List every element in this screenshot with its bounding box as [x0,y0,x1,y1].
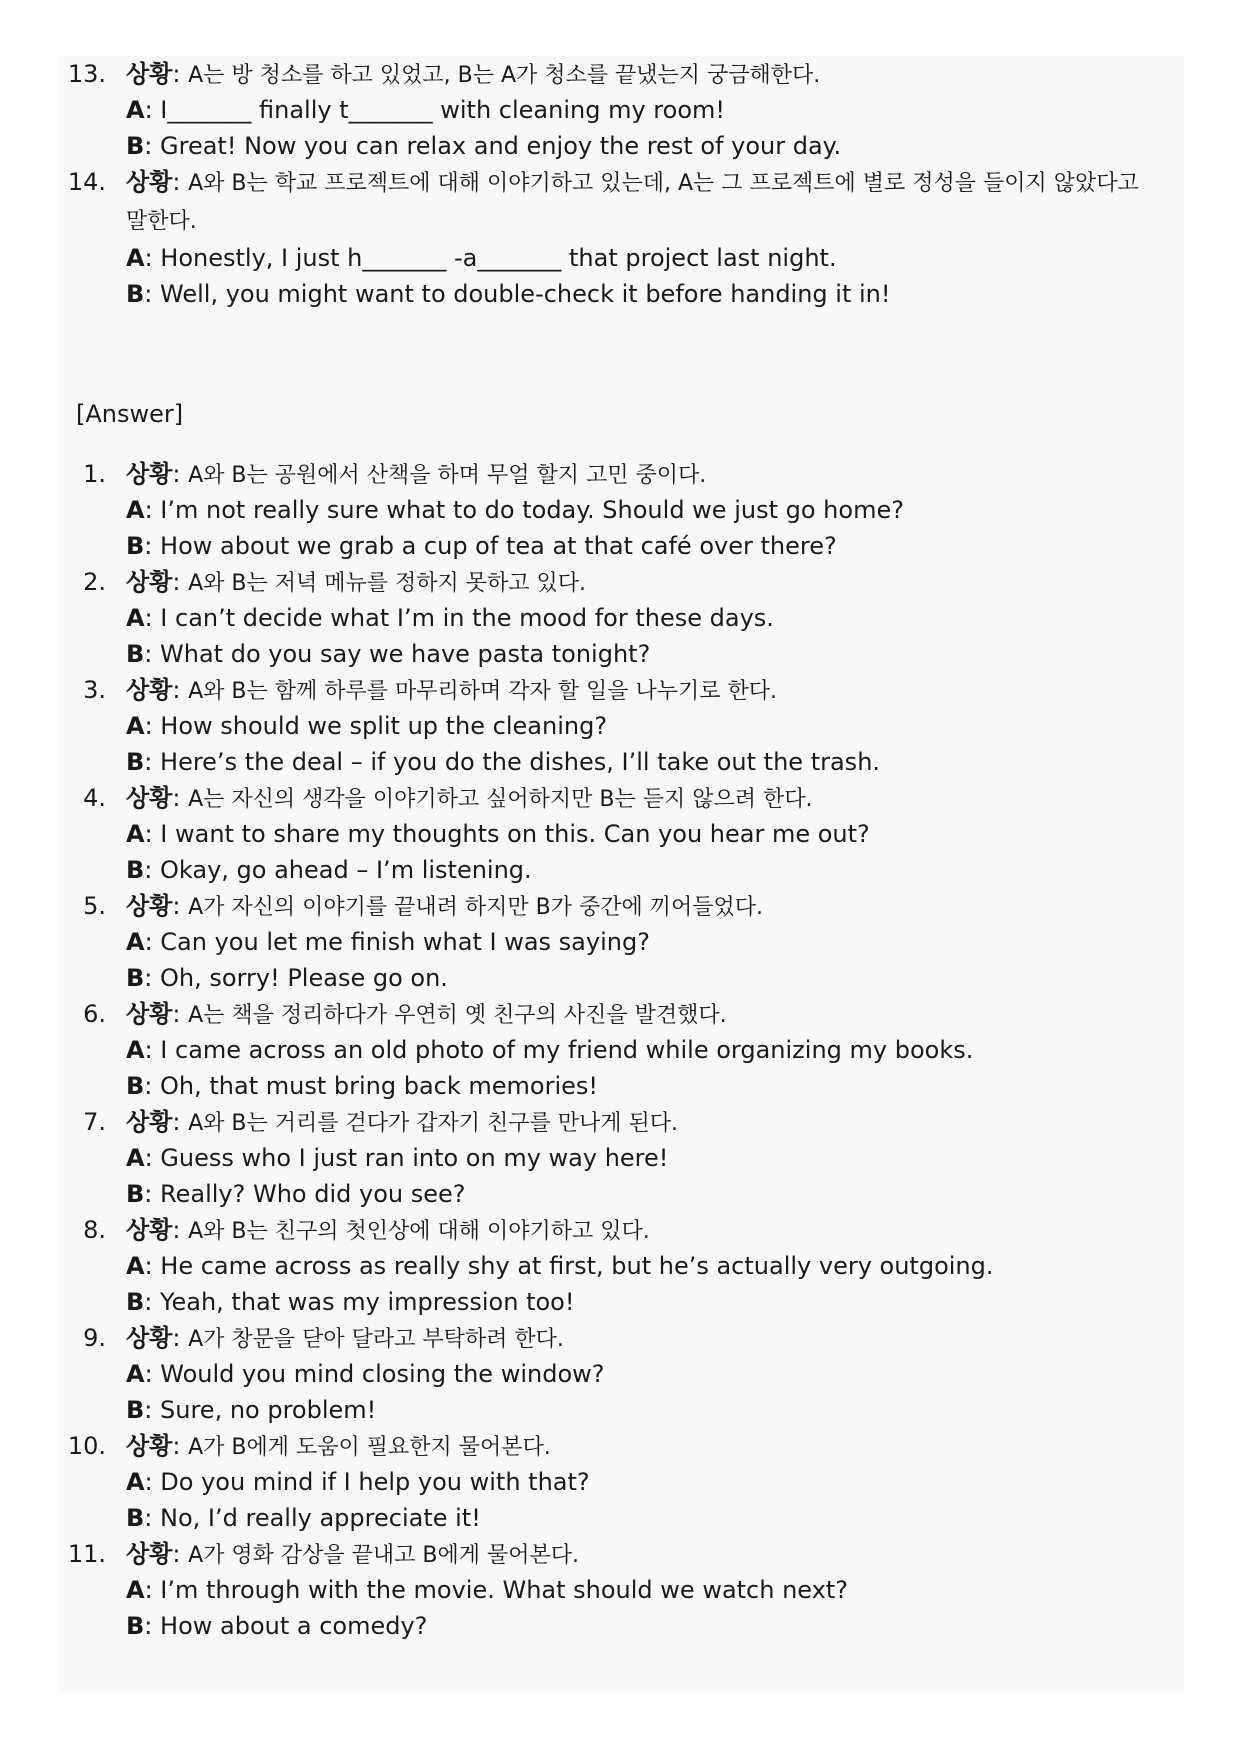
speaker-label: B [126,1288,145,1316]
situation-label: 상황 [126,784,173,812]
dialogue-line-a: A: Honestly, I just h_______ -a_______ that project last night. [126,244,837,272]
situation-text: A는 책을 정리하다가 우연히 옛 친구의 사진을 발견했다. [188,1003,727,1028]
dialogue-line-b: B: What do you say we have pasta tonight? [126,640,651,668]
dialogue-line-b: B: Really? Who did you see? [126,1180,466,1208]
situation-text: A와 B는 함께 하루를 마무리하며 각자 할 일을 나누기로 한다. [188,679,777,704]
dialogue-line-b: B: Well, you might want to double-check it before handing it in! [126,280,891,308]
dialogue-text: Really? Who did you see? [160,1180,466,1208]
speaker-label: A [126,1468,145,1496]
speaker-label: B [126,640,145,668]
dialogue-text: Well, you might want to double-check it before handing it in! [160,280,891,308]
dialogue-text: Okay, go ahead – I’m listening. [160,856,532,884]
dialogue-text: I’m not really sure what to do today. Should we just go home? [160,496,904,524]
item-number: 10. [67,1432,106,1460]
answer-item-8 [58,1212,1184,1320]
dialogue-text: Oh, that must bring back memories! [160,1072,599,1100]
dialogue-text: Guess who I just ran into on my way here! [160,1144,669,1172]
situation-line: 14. 상황: A와 B는 학교 프로젝트에 대해 이야기하고 있는데, A는 그 프로젝트에 별로 정성을 들이지 않았다고 말한다. [58,164,1184,240]
dialogue-line-a: A: Would you mind closing the window? [126,1360,605,1388]
situation-line: 10. 상황: A가 B에게 도움이 필요한지 물어본다. [58,1428,1184,1464]
dialogue-text: Oh, sorry! Please go on. [160,964,448,992]
dialogue-line-a: A: I’m not really sure what to do today. Should we just go home? [126,496,904,524]
exercise-item-13 [58,56,1184,164]
dialogue-text: I can’t decide what I’m in the mood for these days. [160,604,774,632]
dialogue-text: Great! Now you can relax and enjoy the rest of your day. [160,132,842,160]
answer-item-9 [58,1320,1184,1428]
answer-item-6 [58,996,1184,1104]
dialogue-line-b: B: How about a comedy? [126,1612,428,1640]
dialogue-line-a: A: I came across an old photo of my friend while organizing my books. [126,1036,974,1064]
answer-item-5 [58,888,1184,996]
dialogue-line-b: B: Sure, no problem! [126,1396,377,1424]
speaker-label: A [126,928,145,956]
item-number: 6. [83,1000,106,1028]
situation-line: 7. 상황: A와 B는 거리를 걷다가 갑자기 친구를 만나게 된다. [58,1104,1184,1140]
dialogue-line-a: A: Guess who I just ran into on my way here! [126,1144,669,1172]
item-number: 3. [83,676,106,704]
dialogue-text: I’m through with the movie. What should we watch next? [160,1576,848,1604]
situation-label: 상황 [126,1108,173,1136]
item-number: 13. [67,60,106,88]
speaker-label: B [126,856,145,884]
situation-line: 13. 상황: A는 방 청소를 하고 있었고, B는 A가 청소를 끝냈는지 궁금해한다. [58,56,1184,92]
answer-heading: [Answer] [76,400,184,428]
item-number: 1. [83,460,106,488]
exercise-items [58,56,1184,312]
situation-text: A가 영화 감상을 끝내고 B에게 물어본다. [188,1543,579,1568]
situation-line: 4. 상황: A는 자신의 생각을 이야기하고 싶어하지만 B는 듣지 않으려 한다. [58,780,1184,816]
situation-label: 상황 [126,1432,173,1460]
speaker-label: B [126,964,145,992]
answer-list [58,456,1184,1644]
dialogue-text: I want to share my thoughts on this. Can you hear me out? [160,820,870,848]
dialogue-line-b: B: Great! Now you can relax and enjoy the rest of your day. [126,132,842,160]
answer-item-11 [58,1536,1184,1644]
dialogue-text: I came across an old photo of my friend while organizing my books. [160,1036,974,1064]
situation-label: 상황 [126,1540,173,1568]
speaker-label: A [126,712,145,740]
situation-text: A는 방 청소를 하고 있었고, B는 A가 청소를 끝냈는지 궁금해한다. [188,63,821,88]
situation-label: 상황 [126,1324,173,1352]
dialogue-line-b: B: Oh, sorry! Please go on. [126,964,448,992]
situation-label: 상황 [126,1216,173,1244]
speaker-label: A [126,1036,145,1064]
dialogue-text: Sure, no problem! [160,1396,377,1424]
item-number: 8. [83,1216,106,1244]
dialogue-text: I_______ finally t_______ with cleaning my room! [160,96,725,124]
dialogue-line-b: B: How about we grab a cup of tea at that café over there? [126,532,837,560]
situation-text: A와 B는 공원에서 산책을 하며 무얼 할지 고민 중이다. [188,463,707,488]
situation-text: A와 B는 저녁 메뉴를 정하지 못하고 있다. [188,571,586,596]
dialogue-text: Can you let me finish what I was saying? [160,928,650,956]
situation-label: 상황 [126,676,173,704]
situation-line: 5. 상황: A가 자신의 이야기를 끝내려 하지만 B가 중간에 끼어들었다. [58,888,1184,924]
situation-line: 2. 상황: A와 B는 저녁 메뉴를 정하지 못하고 있다. [58,564,1184,600]
situation-text: A와 B는 거리를 걷다가 갑자기 친구를 만나게 된다. [188,1111,678,1136]
dialogue-line-b: B: Oh, that must bring back memories! [126,1072,599,1100]
item-number: 7. [83,1108,106,1136]
dialogue-line-a: A: I want to share my thoughts on this. Can you hear me out? [126,820,870,848]
situation-line: 9. 상황: A가 창문을 닫아 달라고 부탁하려 한다. [58,1320,1184,1356]
situation-label: 상황 [126,60,173,88]
dialogue-line-b: B: No, I’d really appreciate it! [126,1504,481,1532]
situation-text: A와 B는 친구의 첫인상에 대해 이야기하고 있다. [188,1219,650,1244]
dialogue-line-a: A: He came across as really shy at first, but he’s actually very outgoing. [126,1252,994,1280]
speaker-label: B [126,1396,145,1424]
dialogue-line-a: A: Do you mind if I help you with that? [126,1468,590,1496]
situation-text: A와 B는 학교 프로젝트에 대해 이야기하고 있는데, A는 그 프로젝트에 별로 정성을 들이지 않았다고 말한다. [126,171,1139,234]
answer-item-7 [58,1104,1184,1212]
dialogue-line-a: A: I can’t decide what I’m in the mood for these days. [126,604,774,632]
dialogue-line-b: B: Yeah, that was my impression too! [126,1288,575,1316]
dialogue-line-a: A: Can you let me finish what I was saying? [126,928,650,956]
situation-line: 3. 상황: A와 B는 함께 하루를 마무리하며 각자 할 일을 나누기로 한다. [58,672,1184,708]
item-number: 11. [67,1540,106,1568]
speaker-label: A [126,96,145,124]
situation-label: 상황 [126,892,173,920]
document-page [58,56,1184,1692]
speaker-label: A [126,1360,145,1388]
situation-line: 11. 상황: A가 영화 감상을 끝내고 B에게 물어본다. [58,1536,1184,1572]
dialogue-text: Honestly, I just h_______ -a_______ that project last night. [160,244,837,272]
situation-line: 6. 상황: A는 책을 정리하다가 우연히 옛 친구의 사진을 발견했다. [58,996,1184,1032]
situation-text: A가 B에게 도움이 필요한지 물어본다. [188,1435,551,1460]
speaker-label: A [126,496,145,524]
dialogue-line-a: A: How should we split up the cleaning? [126,712,608,740]
dialogue-text: How should we split up the cleaning? [160,712,608,740]
speaker-label: B [126,748,145,776]
dialogue-text: Would you mind closing the window? [160,1360,605,1388]
speaker-label: B [126,1504,145,1532]
item-number: 2. [83,568,106,596]
situation-line: 8. 상황: A와 B는 친구의 첫인상에 대해 이야기하고 있다. [58,1212,1184,1248]
speaker-label: A [126,1144,145,1172]
speaker-label: B [126,1180,145,1208]
dialogue-text: Here’s the deal – if you do the dishes, I’ll take out the trash. [160,748,881,776]
answer-item-10 [58,1428,1184,1536]
situation-line: 1. 상황: A와 B는 공원에서 산책을 하며 무얼 할지 고민 중이다. [58,456,1184,492]
speaker-label: B [126,280,145,308]
answer-item-2 [58,564,1184,672]
item-number: 9. [83,1324,106,1352]
dialogue-text: How about a comedy? [160,1612,428,1640]
answer-item-3 [58,672,1184,780]
situation-text: A가 자신의 이야기를 끝내려 하지만 B가 중간에 끼어들었다. [188,895,763,920]
dialogue-text: Yeah, that was my impression too! [160,1288,575,1316]
dialogue-text: How about we grab a cup of tea at that café over there? [160,532,837,560]
dialogue-text: No, I’d really appreciate it! [160,1504,481,1532]
dialogue-line-a: A: I_______ finally t_______ with cleaning my room! [126,96,725,124]
speaker-label: A [126,244,145,272]
situation-label: 상황 [126,168,173,196]
answer-item-4 [58,780,1184,888]
speaker-label: A [126,820,145,848]
speaker-label: A [126,1576,145,1604]
speaker-label: B [126,1612,145,1640]
speaker-label: B [126,132,145,160]
dialogue-text: Do you mind if I help you with that? [160,1468,590,1496]
situation-label: 상황 [126,568,173,596]
situation-label: 상황 [126,1000,173,1028]
situation-label: 상황 [126,460,173,488]
item-number: 4. [83,784,106,812]
answer-item-1 [58,456,1184,564]
situation-text: A가 창문을 닫아 달라고 부탁하려 한다. [188,1327,564,1352]
speaker-label: B [126,1072,145,1100]
dialogue-line-b: B: Okay, go ahead – I’m listening. [126,856,532,884]
speaker-label: A [126,604,145,632]
dialogue-text: What do you say we have pasta tonight? [160,640,651,668]
item-number: 14. [67,168,106,196]
situation-text: A는 자신의 생각을 이야기하고 싶어하지만 B는 듣지 않으려 한다. [188,787,813,812]
speaker-label: A [126,1252,145,1280]
dialogue-text: He came across as really shy at first, but he’s actually very outgoing. [160,1252,994,1280]
dialogue-line-a: A: I’m through with the movie. What should we watch next? [126,1576,848,1604]
speaker-label: B [126,532,145,560]
dialogue-line-b: B: Here’s the deal – if you do the dishes, I’ll take out the trash. [126,748,881,776]
exercise-item-14 [58,164,1184,312]
item-number: 5. [83,892,106,920]
